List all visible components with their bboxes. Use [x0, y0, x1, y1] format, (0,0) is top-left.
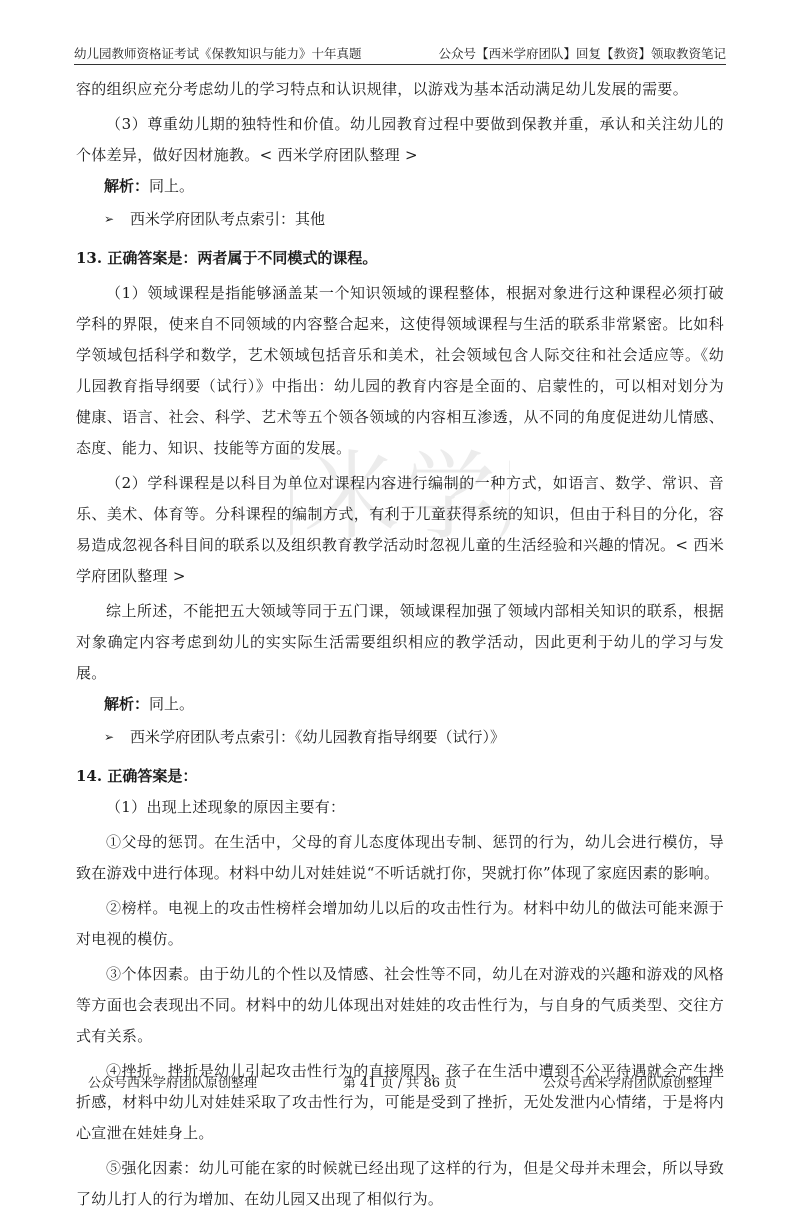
paragraph: ②榜样。电视上的攻击性榜样会增加幼儿以后的攻击性行为。材料中幼儿的做法可能来源于对电视的模仿。	[76, 899, 724, 948]
watermark-text: 米学	[303, 441, 496, 553]
analysis-label: 解析：	[104, 177, 150, 195]
bullet-text: 西米学府团队考点索引：其他	[130, 210, 326, 228]
document-body	[76, 74, 724, 1215]
paragraph: ③个体因素。由于幼儿的个性以及情感、社会性等不同，幼儿在对游戏的兴趣和游戏的风格等方面也会表现出不同。材料中的幼儿体现出对娃娃的攻击性行为，与自身的气质类型、交往方式有关系。	[76, 965, 724, 1045]
page-number: 第 41 页 / 共 86 页	[342, 1076, 458, 1091]
header-left: 幼儿园教师资格证考试《保教知识与能力》十年真题	[74, 46, 362, 61]
answer-heading-13: 13. 正确答案是：两者属于不同模式的课程。	[76, 249, 378, 267]
index-bullet	[76, 722, 724, 753]
analysis-line	[76, 689, 724, 720]
paragraph: ⑤强化因素：幼儿可能在家的时候就已经出现了这样的行为，但是父母并未理会，所以导致了幼儿打人的行为增加、在幼儿园又出现了相似行为。	[76, 1159, 724, 1208]
page-footer	[88, 1072, 712, 1091]
bullet-text: 西米学府团队考点索引：《幼儿园教育指导纲要（试行）》	[130, 728, 506, 746]
index-bullet	[76, 204, 724, 235]
paragraph: （1）出现上述现象的原因主要有：	[106, 798, 346, 816]
analysis-line	[76, 171, 724, 202]
paragraph: 综上所述，不能把五大领域等同于五门课，领域课程加强了领域内部相关知识的联系，根据对象确定内容考虑到幼儿的实实际生活需要组织相应的教学活动，因此更利于幼儿的学习与发展。	[76, 602, 724, 682]
arrow-bullet-icon: ➢	[104, 212, 115, 226]
footer-left: 公众号西米学府团队原创整理	[88, 1076, 258, 1091]
paragraph: ①父母的惩罚。在生活中，父母的育儿态度体现出专制、惩罚的行为，幼儿会进行模仿，导致在游戏中进行体现。材料中幼儿对娃娃说“不听话就打你，哭就打你”体现了家庭因素的影响。	[76, 833, 724, 882]
analysis-text: 同上。	[149, 177, 195, 195]
analysis-label: 解析：	[104, 695, 150, 713]
paragraph: （3）尊重幼儿期的独特性和价值。幼儿园教育过程中要做到保教并重，承认和关注幼儿的个体差异，做好因材施教。< 西米学府团队整理 >	[76, 115, 724, 164]
header-right: 公众号【西米学府团队】回复【教资】领取教资笔记	[438, 46, 726, 61]
arrow-bullet-icon: ➢	[104, 730, 115, 744]
answer-heading-14: 14. 正确答案是：	[76, 767, 198, 785]
paragraph: 容的组织应充分考虑幼儿的学习特点和认识规律，以游戏为基本活动满足幼儿发展的需要。	[76, 80, 689, 98]
paragraph: （2）学科课程是以科目为单位对课程内容进行编制的一种方式，如语言、数学、常识、音乐、美术、体育等。分科课程的编制方式，有利于儿童获得系统的知识，但由于科目的分化，容易造成忽视各科目间的联系以及组织教育教学活动时忽视儿童的生活经验和兴趣的情况。< 西米学府团队整理 >	[76, 474, 724, 585]
paragraph: ④挫折。挫折是幼儿引起攻击性行为的直接原因，孩子在生活中遭到不公平待遇就会产生挫折感，材料中幼儿对娃娃采取了攻击性行为，可能是受到了挫折，无处发泄内心情绪，于是将内心宣泄在娃娃身上。	[76, 1062, 724, 1142]
page-header	[74, 40, 726, 65]
analysis-text: 同上。	[149, 695, 195, 713]
paragraph: （1）领域课程是指能够涵盖某一个知识领域的课程整体，根据对象进行这种课程必须打破学科的界限，使来自不同领域的内容整合起来，这使得领域课程与生活的联系非常紧密。比如科学领域包括科学和数学，艺术领域包括音乐和美术，社会领域包含人际交往和社会适应等。《幼儿园教育指导纲要（试行）》中指出：幼儿园的教育内容是全面的、启蒙性的，可以相对划分为健康、语言、社会、科学、艺术等五个领各领域的内容相互渗透，从不同的角度促进幼儿情感、态度、能力、知识、技能等方面的发展。	[76, 284, 724, 457]
footer-right: 公众号西米学府团队原创整理	[542, 1076, 712, 1091]
